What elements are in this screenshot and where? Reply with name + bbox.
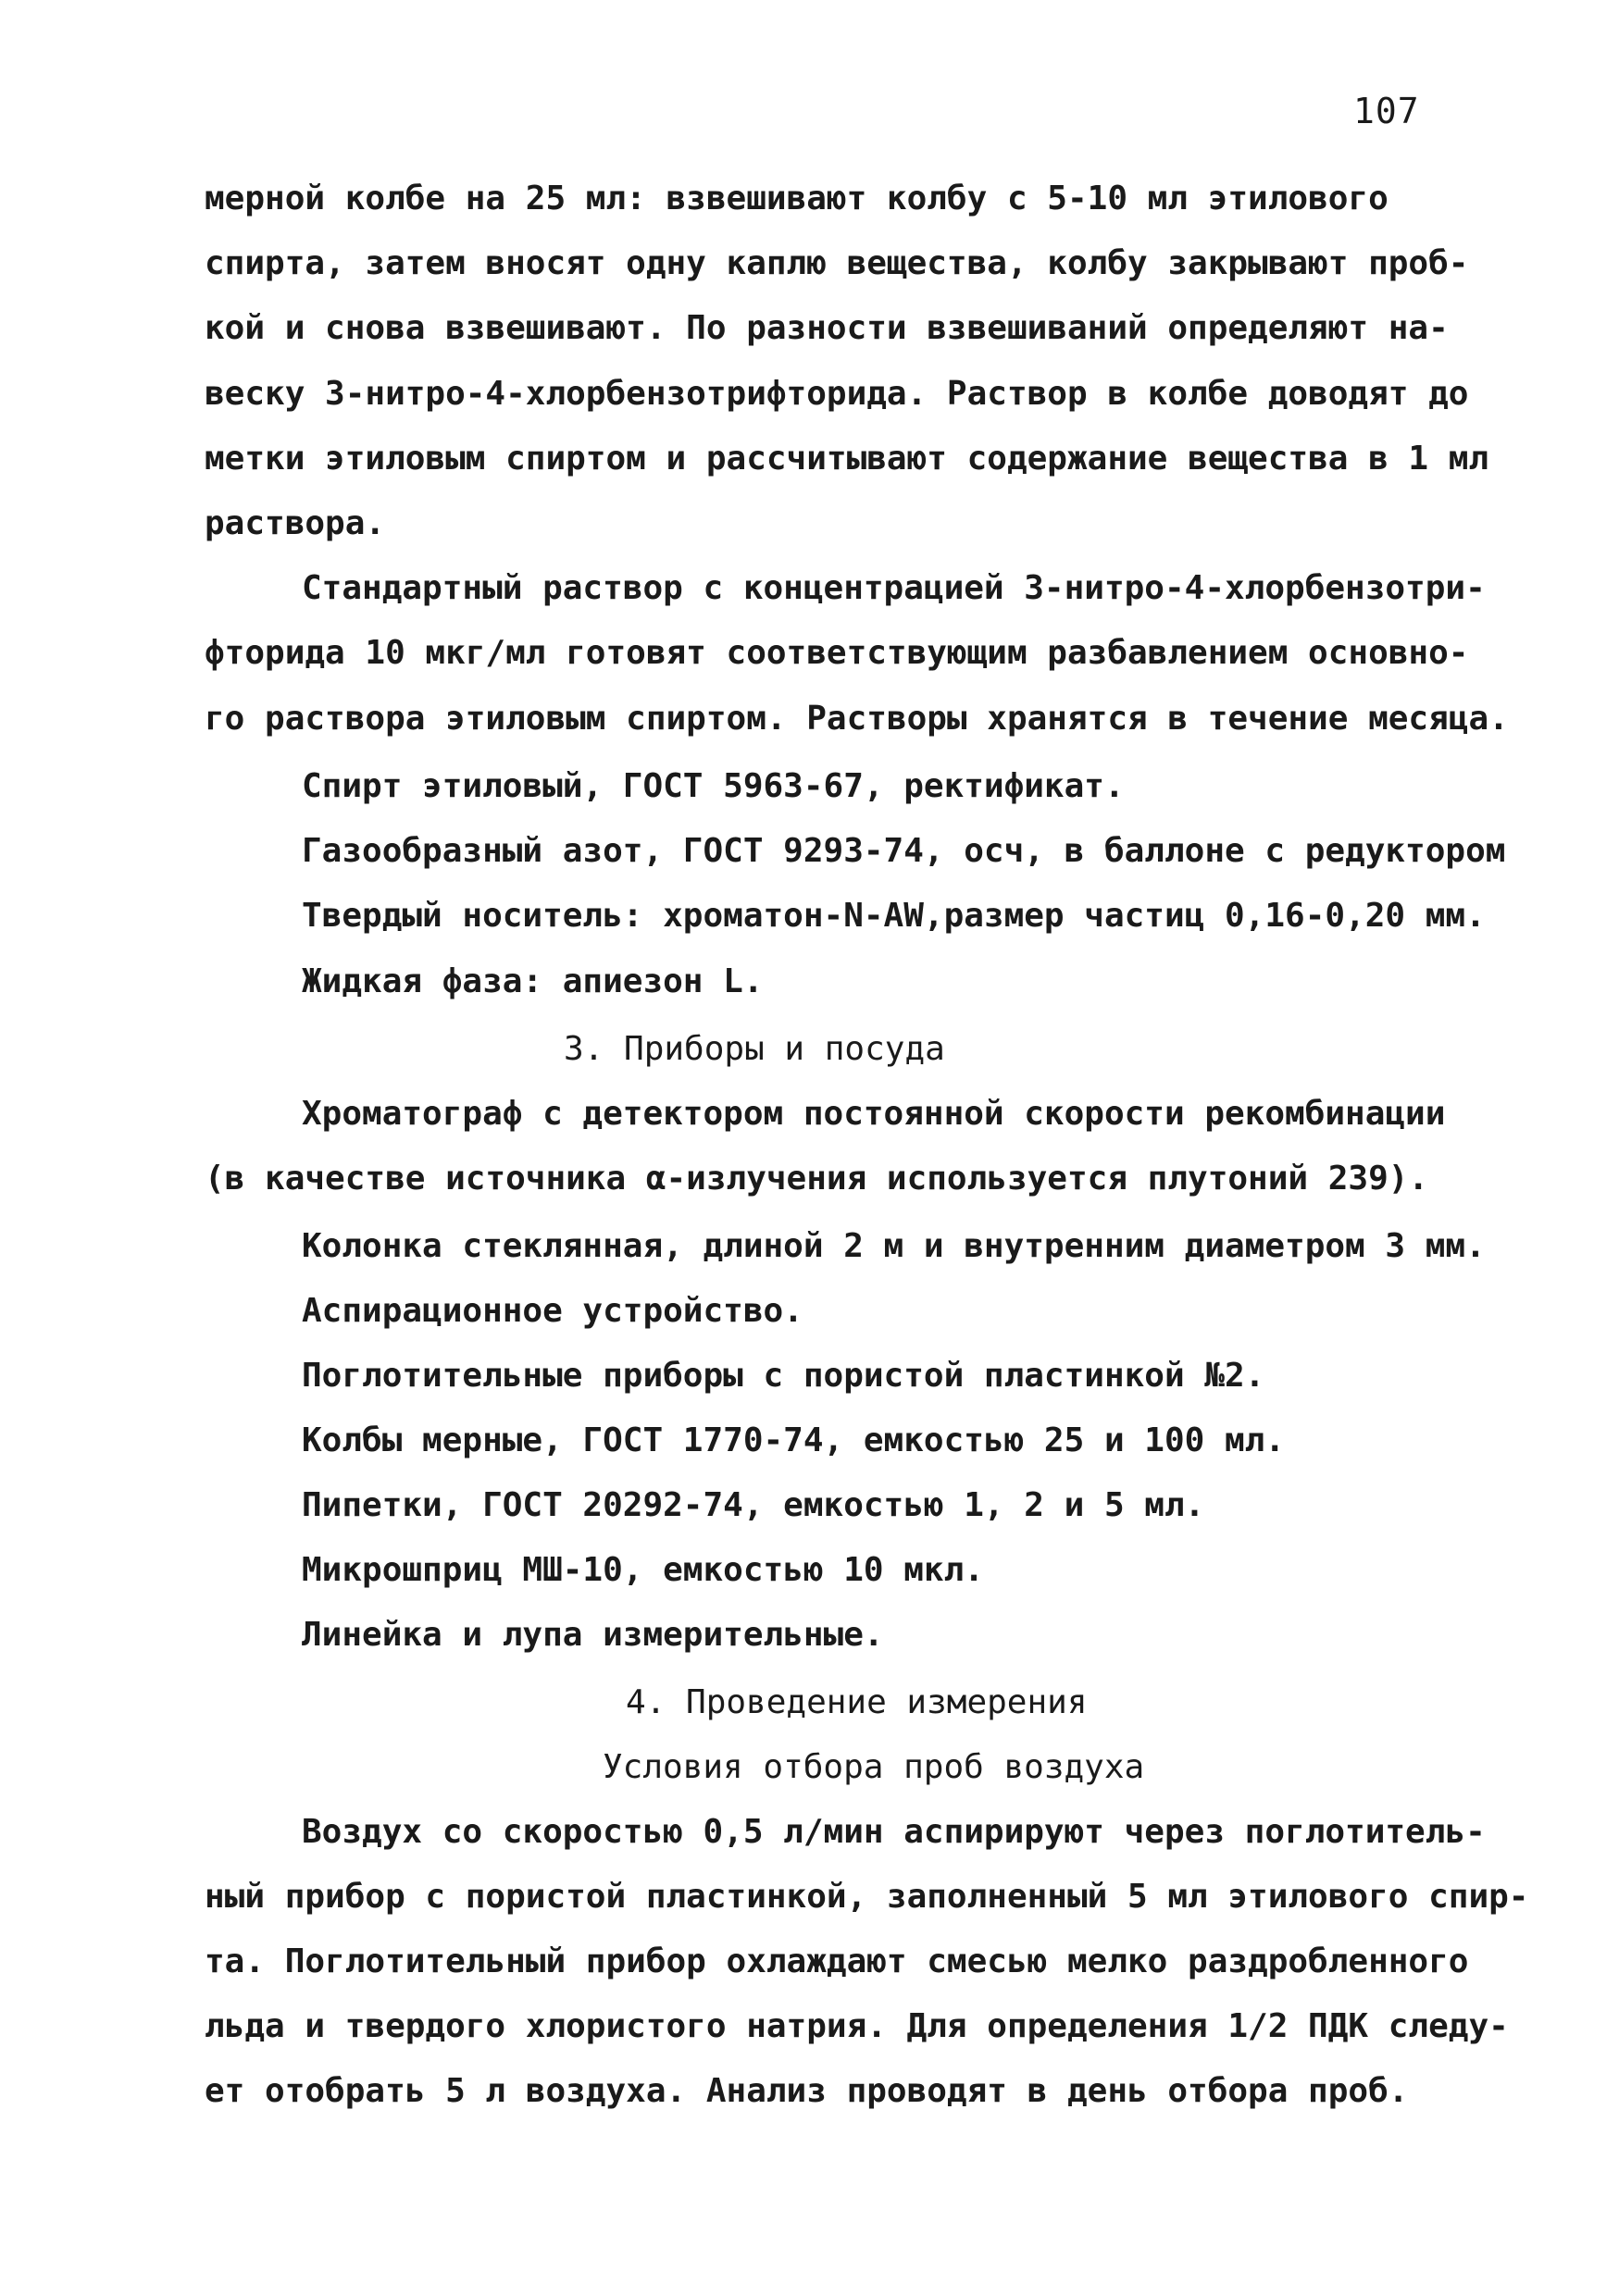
text-line: Микрошприц МШ-10, емкостью 10 мкл. — [302, 1551, 984, 1589]
page-number: 107 — [1353, 91, 1420, 131]
text-line: Жидкая фаза: апиезон L. — [302, 962, 764, 1000]
text-line: Твердый носитель: хроматон-N-AW,размер частиц 0,16-0,20 мм. — [302, 897, 1486, 935]
text-line: раствора. — [205, 504, 386, 542]
text-line: ный прибор с пористой пластинкой, заполненный 5 мл этилового спир- — [205, 1878, 1529, 1916]
text-line: Воздух со скоростью 0,5 л/мин аспирируют через поглотитель- — [302, 1813, 1486, 1851]
text-line: мерной колбе на 25 мл: взвешивают колбу с 5-10 мл этилового — [205, 180, 1389, 217]
text-line: (в качестве источника α-излучения используется плутоний 239). — [205, 1160, 1429, 1198]
subsection-heading: Условия отбора проб воздуха — [603, 1748, 1145, 1786]
text-line: веску 3-нитро-4-хлорбензотрифторида. Раствор в колбе доводят до — [205, 375, 1469, 413]
text-line: та. Поглотительный прибор охлаждают смесью мелко раздробленного — [205, 1942, 1469, 1980]
text-line: ет отобрать 5 л воздуха. Анализ проводят в день отбора проб. — [205, 2072, 1409, 2110]
text-line: Пипетки, ГОСТ 20292-74, емкостью 1, 2 и 5 мл. — [302, 1486, 1205, 1524]
section-heading: 4. Проведение измерения — [626, 1683, 1088, 1721]
text-line: Спирт этиловый, ГОСТ 5963-67, ректификат. — [302, 767, 1125, 805]
text-line: Аспирационное устройство. — [302, 1292, 803, 1330]
text-line: Колонка стеклянная, длиной 2 м и внутренним диаметром 3 мм. — [302, 1227, 1486, 1265]
text-line: Линейка и лупа измерительные. — [302, 1616, 884, 1654]
text-line: Поглотительные приборы с пористой пластинкой №2. — [302, 1357, 1265, 1395]
text-line: кой и снова взвешивают. По разности взвешиваний определяют на- — [205, 309, 1449, 347]
text-line: фторида 10 мкг/мл готовят соответствующим разбавлением основно- — [205, 634, 1469, 672]
text-line: Колбы мерные, ГОСТ 1770-74, емкостью 25 и 100 мл. — [302, 1421, 1286, 1459]
text-line: Хроматограф с детектором постоянной скорости рекомбинации — [302, 1095, 1446, 1133]
text-line: спирта, затем вносят одну каплю вещества, колбу закрывают проб- — [205, 244, 1469, 282]
section-heading: 3. Приборы и посуда — [564, 1030, 945, 1068]
text-line: Газообразный азот, ГОСТ 9293-74, осч, в баллоне с редуктором — [302, 832, 1506, 870]
text-line: льда и твердого хлористого натрия. Для определения 1/2 ПДК следу- — [205, 2007, 1509, 2045]
text-line: го раствора этиловым спиртом. Растворы хранятся в течение месяца. — [205, 700, 1509, 738]
text-line: Стандартный раствор с концентрацией 3-нитро-4-хлорбензотри- — [302, 569, 1486, 607]
text-line: метки этиловым спиртом и рассчитывают содержание вещества в 1 мл — [205, 440, 1489, 478]
